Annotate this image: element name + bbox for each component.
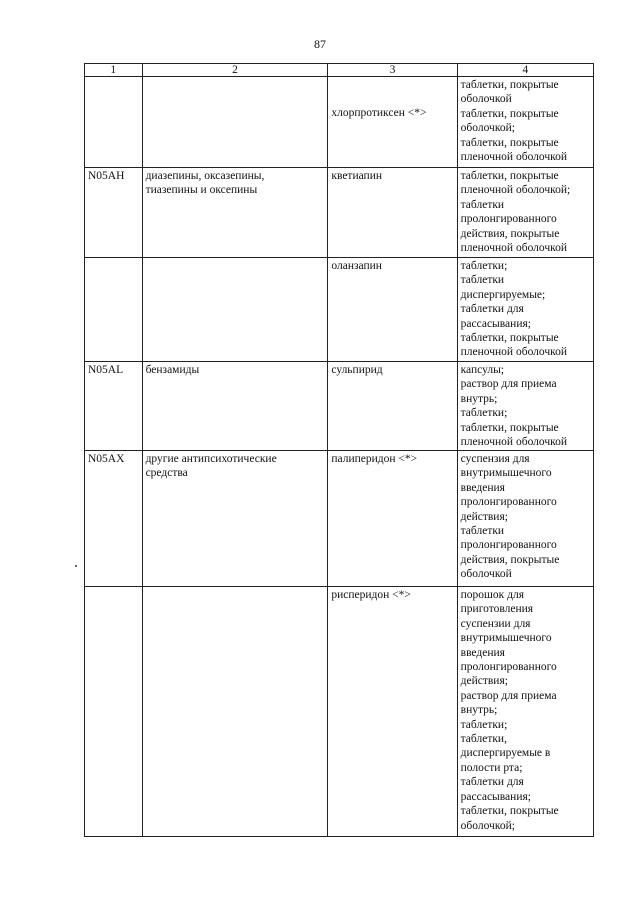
pharmacological-group-cell (142, 168, 328, 258)
drug-name-cell (328, 587, 457, 837)
atc-code-cell (85, 587, 143, 837)
dosage-form-line: таблетки, покрытые (460, 421, 559, 434)
dosage-forms-cell (457, 362, 593, 451)
dosage-form-line: действия; (460, 675, 508, 688)
table-body (85, 77, 594, 837)
dosage-form-line: пленочной оболочкой (460, 436, 568, 449)
page-number: 87 (314, 37, 326, 51)
dosage-form-line: действия; (460, 510, 508, 523)
dosage-form-line: таблетки, покрытые (460, 107, 559, 120)
dosage-form-line: внутрь; (460, 392, 498, 405)
dosage-form-line: раствор для приема (460, 378, 557, 391)
drug-name: хлорпротиксен <*> (331, 107, 427, 119)
table-row (85, 77, 594, 168)
dosage-form-line: введения (460, 481, 505, 494)
dosage-form-line: суспензии для (460, 617, 531, 630)
header-row (85, 64, 594, 77)
dosage-form-line: действия, покрытые (460, 227, 560, 240)
dosage-form-line: действия, покрытые (460, 553, 560, 566)
dosage-form-line: рассасывания; (460, 317, 531, 330)
dosage-form-line: пленочной оболочкой (460, 151, 568, 164)
dosage-form-line: внутрь; (460, 704, 498, 717)
drug-name: сульпирид (331, 364, 383, 376)
dosage-form-line: внутримышечного (460, 632, 552, 645)
table-row (85, 587, 594, 837)
column-header-3: 3 (328, 64, 457, 77)
dosage-form-line: оболочкой (460, 568, 512, 581)
dosage-form-line: пленочной оболочкой (460, 242, 568, 255)
dosage-form-line: таблетки, (460, 733, 507, 746)
atc-code: N05AH (88, 170, 125, 182)
drug-name: кветиапин (331, 170, 383, 182)
dosage-form-line: таблетки, покрытые (460, 170, 559, 182)
dosage-form-line: пролонгированного (460, 661, 557, 674)
dosage-form-line: введения (460, 646, 505, 659)
column-header-2: 2 (142, 64, 328, 77)
atc-code-cell (85, 258, 143, 362)
dosage-forms-cell (457, 587, 593, 837)
dosage-form-line: пролонгированного (460, 496, 557, 509)
atc-code: N05AX (88, 453, 125, 465)
dosage-form-line: диспергируемые; (460, 288, 546, 301)
scan-speck (75, 565, 77, 567)
dosage-form-line: таблетки (460, 274, 505, 287)
pharmacological-group-cell (142, 362, 328, 451)
group-text-line: другие антипсихотические (145, 453, 277, 465)
dosage-form-line: приготовления (460, 603, 534, 616)
pharmacological-group-cell (142, 258, 328, 362)
table-row (85, 362, 594, 451)
drug-name-cell (328, 362, 457, 451)
dosage-form-line: пролонгированного (460, 539, 557, 552)
dosage-form-line: оболочкой (460, 93, 512, 106)
dosage-form-line: таблетки (460, 525, 505, 538)
dosage-form-line: таблетки, покрытые (460, 136, 559, 149)
dosage-form-line: таблетки; (460, 260, 508, 272)
dosage-form-line: оболочкой; (460, 819, 515, 832)
pharmacological-group-cell (142, 587, 328, 837)
dosage-form-line: рассасывания; (460, 790, 531, 803)
dosage-forms-cell (457, 258, 593, 362)
dosage-form-line: таблетки (460, 198, 505, 211)
dosage-forms-cell (457, 77, 593, 168)
group-text-line: бензамиды (145, 364, 200, 376)
dosage-form-line: таблетки; (460, 718, 508, 731)
dosage-forms-cell (457, 451, 593, 587)
dosage-form-line: таблетки, покрытые (460, 79, 559, 91)
dosage-form-line: капсулы; (460, 364, 505, 376)
dosage-form-line: порошок для (460, 589, 524, 601)
atc-code-cell (85, 362, 143, 451)
group-text-line: тиазепины и оксепины (145, 184, 258, 197)
dosage-form-line: таблетки, покрытые (460, 332, 559, 345)
table-row (85, 258, 594, 362)
dosage-form-line: суспензия для (460, 453, 530, 465)
drug-name: палиперидон <*> (331, 453, 418, 465)
column-header-1: 1 (85, 64, 143, 77)
dosage-form-line: пленочной оболочкой (460, 346, 568, 359)
dosage-form-line: раствор для приема (460, 689, 557, 702)
drug-table (84, 63, 594, 837)
drug-name-cell (328, 77, 457, 168)
drug-name-cell (328, 258, 457, 362)
atc-code-cell (85, 168, 143, 258)
table-row (85, 168, 594, 258)
dosage-forms-cell (457, 168, 593, 258)
dosage-form-line: таблетки; (460, 407, 508, 420)
drug-name: рисперидон <*> (331, 589, 411, 601)
group-text-line: диазепины, оксазепины, (145, 170, 265, 182)
table-row (85, 451, 594, 587)
dosage-form-line: таблетки, покрытые (460, 805, 559, 818)
atc-code: N05AL (88, 364, 124, 376)
dosage-form-line: диспергируемые в (460, 747, 551, 760)
drug-name-cell (328, 451, 457, 587)
column-header-4: 4 (457, 64, 593, 77)
pharmacological-group-cell (142, 77, 328, 168)
dosage-form-line: пролонгированного (460, 213, 557, 226)
dosage-form-line: внутримышечного (460, 467, 552, 480)
pharmacological-group-cell (142, 451, 328, 587)
dosage-form-line: таблетки для (460, 776, 524, 789)
dosage-form-line: таблетки для (460, 303, 524, 316)
atc-code-cell (85, 451, 143, 587)
dosage-form-line: полости рта; (460, 761, 523, 774)
drug-name: оланзапин (331, 260, 382, 272)
atc-code-cell (85, 77, 143, 168)
dosage-form-line: пленочной оболочкой; (460, 184, 571, 197)
drug-name-cell (328, 168, 457, 258)
dosage-form-line: оболочкой; (460, 122, 515, 135)
group-text-line: средства (145, 467, 188, 480)
